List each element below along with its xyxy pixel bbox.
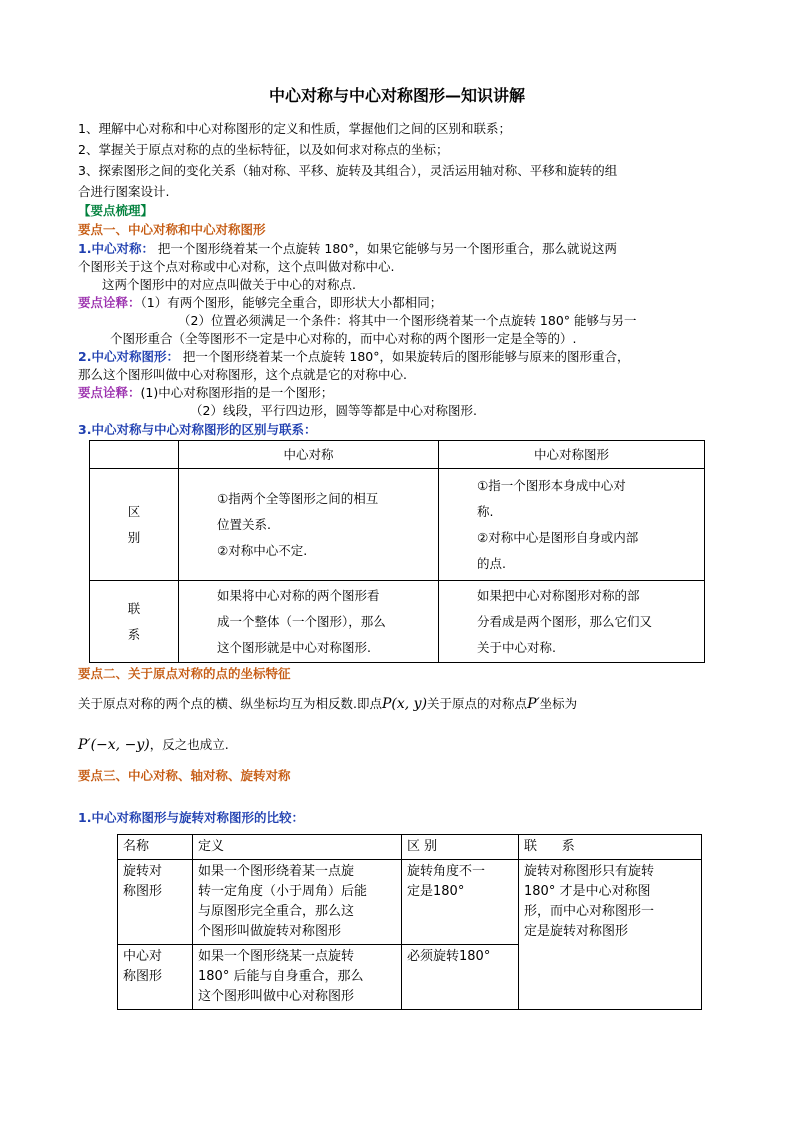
- point3-heading: 要点三、中心对称、轴对称、旋转对称: [78, 768, 291, 783]
- cell-line: 如果一个图形绕某一点旋转: [198, 949, 355, 964]
- cell-line: 定是旋转对称图形: [524, 924, 629, 939]
- row-label-char: 别: [127, 529, 141, 545]
- cell-line: ①指一个图形本身成中心对: [477, 477, 626, 493]
- point-p: P(x, y): [381, 696, 428, 712]
- table-header-cell: 联 系: [519, 835, 702, 860]
- table-cell: [118, 860, 193, 945]
- table2-heading: 1.中心对称图形与旋转对称图形的比较：: [78, 810, 304, 825]
- note1-text1: （1）有两个图形，能够完全重合，即形状大小都相同；: [140, 295, 443, 310]
- point-p-prime: P′: [527, 696, 540, 712]
- cell-line: ①指两个全等图形之间的相互: [217, 490, 379, 506]
- def1-line: [78, 241, 617, 257]
- cell-line: 这个图形叫做中心对称图形: [198, 989, 355, 1004]
- table-row: [90, 581, 705, 663]
- point2-text1: 关于原点对称的两个点的横、纵坐标均互为相反数.即点: [78, 696, 382, 711]
- cell-line: 如果把中心对称图形对称的部: [477, 587, 640, 603]
- note1-line3: 个图形重合（全等图形不一定是中心对称的，而中心对称的两个图形一定是全等的）.: [110, 331, 577, 346]
- comparison-table-2: [117, 834, 702, 1010]
- row-label-char: 区: [127, 503, 141, 519]
- table1-heading: 3.中心对称与中心对称图形的区别与联系：: [78, 422, 317, 437]
- point2-text3: 坐标为: [539, 696, 578, 711]
- cell-line: 定是180°: [407, 884, 465, 899]
- cell-line: 位置关系.: [217, 516, 271, 532]
- table-row: [118, 835, 702, 860]
- table-cell: [402, 860, 519, 945]
- row-label-char: 联: [127, 600, 141, 616]
- cell-line: 形，而中心对称图形一: [524, 904, 655, 919]
- cell-line: ②对称中心是图形自身或内部: [477, 529, 639, 545]
- table-cell: [179, 581, 439, 663]
- summary-heading: 【要点梳理】: [78, 203, 154, 218]
- note1-line2: （2）位置必须满足一个条件：将其中一个图形绕着某一个点旋转 180° 能够与另一: [178, 313, 637, 328]
- table-cell: [193, 945, 402, 1010]
- cell-line: 旋转对称图形只有旋转: [524, 864, 655, 879]
- coords-formula: P′(−x, −y): [78, 737, 150, 753]
- def2-cont: 那么这个图形叫做中心对称图形，这个点就是它的对称中心.: [78, 367, 407, 382]
- objective-2: 2、掌握关于原点对称的点的坐标特征，以及如何求对称点的坐标；: [78, 142, 449, 157]
- row-label-difference: [90, 469, 179, 581]
- point1-heading: 要点一、中心对称和中心对称图形: [78, 222, 266, 237]
- cell-line: 如果一个图形绕着某一点旋: [198, 864, 355, 879]
- note1-line1: [78, 295, 442, 311]
- cell-line: 必须旋转180°: [407, 949, 491, 964]
- page-title: 中心对称与中心对称图形—知识讲解: [268, 86, 525, 105]
- note2-label: 要点诠释：: [78, 385, 141, 400]
- comparison-table-1: [89, 440, 705, 663]
- cell-line: 分看成是两个图形，那么它们又: [477, 613, 653, 629]
- note1-label: 要点诠释：: [78, 295, 141, 310]
- objective-3: 3、探索图形之间的变化关系（轴对称、平移、旋转及其组合），灵活运用轴对称、平移和旋转的组: [78, 163, 618, 178]
- cell-line: 180° 才是中心对称图: [524, 884, 651, 899]
- objective-3-cont: 合进行图案设计.: [78, 184, 170, 199]
- point2-text-line: [78, 696, 577, 712]
- cell-line: 如果将中心对称的两个图形看: [217, 587, 380, 603]
- def1-text: 把一个图形绕着某一个点旋转 180°，如果它能够与另一个图形重合，那么就说这两: [153, 241, 618, 256]
- row-label-relation: [90, 581, 179, 663]
- table-header-cell: 中心对称图形: [439, 441, 705, 469]
- table-row: [90, 441, 705, 469]
- def2-line: [78, 349, 630, 365]
- cell-line: 与原图形完全重合，那么这: [198, 904, 355, 919]
- table-header-cell: 中心对称: [179, 441, 439, 469]
- table-cell: [439, 469, 705, 581]
- table-header-cell: 区 别: [402, 835, 519, 860]
- cell-line: 成一个整体（一个图形），那么: [217, 613, 386, 629]
- table-cell: [193, 860, 402, 945]
- table-header-cell: 名称: [118, 835, 193, 860]
- cell-line: 180° 后能与自身重合，那么: [198, 969, 364, 984]
- point2-heading: 要点二、关于原点对称的点的坐标特征: [78, 666, 291, 681]
- table-cell: [402, 945, 519, 1010]
- objective-1: 1、理解中心对称和中心对称图形的定义和性质，掌握他们之间的区别和联系；: [78, 121, 511, 136]
- def2-text: 把一个图形绕着某一个点旋转 180°，如果旋转后的图形能够与原来的图形重合，: [178, 349, 630, 364]
- cell-line: 这个图形就是中心对称图形.: [217, 639, 371, 655]
- cell-line: 的点.: [477, 555, 506, 571]
- point2-text2: 关于原点的对称点: [427, 696, 528, 711]
- cell-line: 个图形叫做旋转对称图形: [198, 924, 342, 939]
- table-cell: [118, 945, 193, 1010]
- relation-cell: [519, 860, 702, 1010]
- table-header-cell: 定义: [193, 835, 402, 860]
- cell-line: 旋转对: [123, 864, 163, 879]
- point2-text4: ，反之也成立.: [149, 737, 229, 752]
- cell-line: 转一定角度（小于周角）后能: [198, 884, 368, 899]
- cell-line: 关于中心对称.: [477, 639, 556, 655]
- cell-line: 称.: [477, 503, 494, 519]
- cell-line: 称图形: [123, 884, 163, 899]
- table-header-cell: [90, 441, 179, 469]
- cell-line: 称图形: [123, 969, 163, 984]
- table-row: [118, 860, 702, 945]
- def2-label: 2.中心对称图形：: [78, 349, 179, 364]
- table-cell: [439, 581, 705, 663]
- def1-cont: 个图形关于这个点对称或中心对称，这个点叫做对称中心.: [78, 259, 395, 274]
- cell-line: 旋转角度不一: [407, 864, 486, 879]
- def1-note: 这两个图形中的对应点叫做关于中心的对称点.: [102, 277, 356, 292]
- row-label-char: 系: [127, 626, 141, 642]
- cell-line: 中心对: [123, 949, 163, 964]
- cell-line: ②对称中心不定.: [217, 542, 308, 558]
- table-row: [90, 469, 705, 581]
- note2-text1: (1)中心对称图形指的是一个图形；: [140, 385, 334, 400]
- note2-line1: [78, 385, 333, 401]
- table-cell: [179, 469, 439, 581]
- note2-line2: （2）线段，平行四边形，圆等等都是中心对称图形.: [190, 403, 477, 418]
- point2-coords-line: [78, 737, 229, 753]
- def1-label: 1.中心对称：: [78, 241, 154, 256]
